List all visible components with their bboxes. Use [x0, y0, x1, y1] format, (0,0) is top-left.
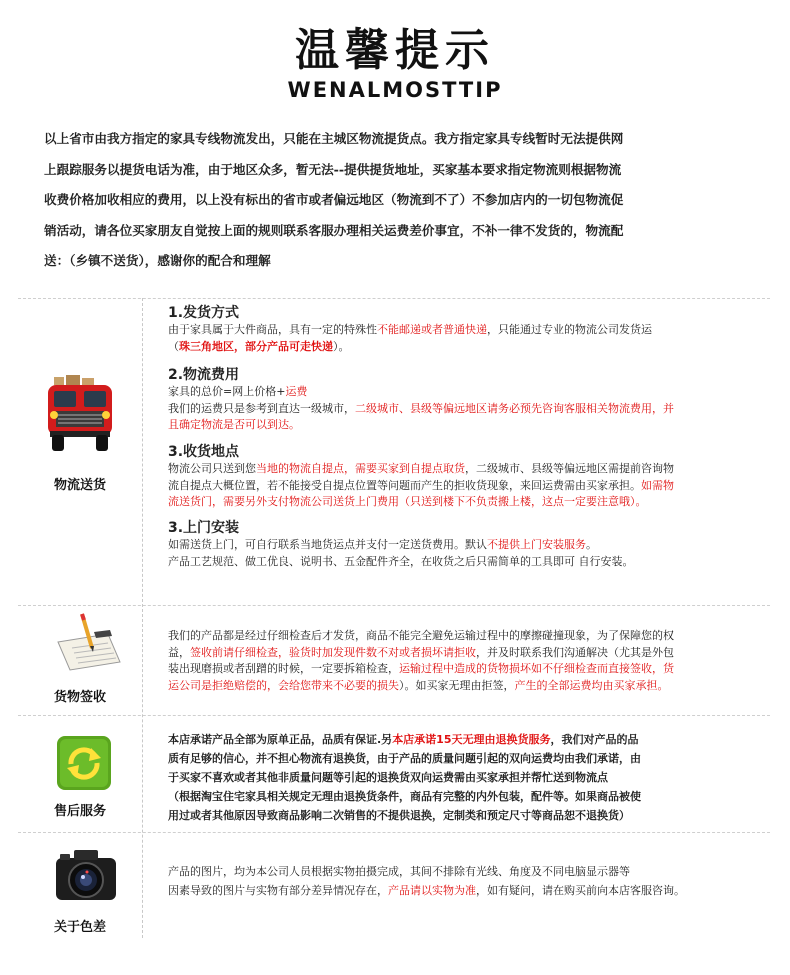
aftersales-line: 用过或者其他原因导致商品影响二次销售的不提供退换，定制类和预定尺寸等商品恕不退换货） [168, 809, 630, 822]
color-text-block [168, 862, 758, 900]
intro-line: 送：（乡镇不送货），感谢你的配合和理解 [44, 253, 271, 268]
shipping-method-line: 由于家具属于大件商品，具有一定的特殊性不能邮递或者普通快递，只能通过专业的物流公司发货运 [168, 323, 652, 336]
section-divider [18, 298, 770, 299]
pickup-location-line: 流自提点大概位置，若不能接受自提点位置等问题而产生的拒收货现象，来回运费需由买家承担。如需物 [168, 478, 674, 492]
intro-line: 收费价格加收相应的费用，以上没有标出的省市或者偏远地区（物流到不了）不参加店内的一切包物流促 [44, 192, 624, 207]
aftersales-line: （根据淘宝住宅家具相关规定无理由退换货条件，商品有完整的内外包装，配件等。如果商品被使 [168, 790, 641, 803]
section-divider [18, 832, 770, 833]
aftersales-line: 质有足够的信心，并不担心物流有退换货，由于产品的质量问题引起的双向运费均由我们承诺，由 [168, 752, 641, 765]
refresh-arrows-icon [57, 736, 111, 790]
camera-icon [54, 846, 118, 904]
signing-text-block [168, 628, 758, 694]
page-subtitle: WENALMOSTTIP [287, 78, 503, 102]
section-divider [18, 715, 770, 716]
section-label-aftersales: 售后服务 [53, 804, 106, 819]
shipping-method-block [168, 302, 758, 355]
shipping-fee-line: 且确定物流是否可以到达。 [168, 418, 300, 431]
shipping-fee-title: 2.物流费用 [168, 367, 240, 383]
signing-line: 装出现磨损或者刮蹭的时候，一定要拆箱检查，运输过程中造成的货物损坏如不仔细检查而直接签收，货 [168, 662, 674, 675]
color-line: 产品的图片，均为本公司人员根据实物拍摄完成，其间不排除有光线、角度及不同电脑显示器等 [168, 865, 630, 878]
shipping-fee-line: 家具的总价=网上价格+运费 [168, 385, 308, 398]
pickup-location-block [168, 441, 758, 511]
installation-line: 产品工艺规范、做工优良、说明书、五金配件齐全，在收货之后只需简单的工具即可 自行安装。 [168, 554, 634, 568]
color-line: 因素导致的图片与实物有部分差异情况存在，产品请以实物为准，如有疑问，请在购买前向本店客服咨询。 [168, 884, 685, 897]
pickup-location-line: 物流公司只送到您当地的物流自提点，需要买家到自提点取货，二级城市、县级等偏远地区需提前咨询物 [168, 462, 674, 475]
installation-title: 3.上门安装 [168, 520, 240, 536]
intro-line: 上跟踪服务以提货电话为准，由于地区众多，暂无法--提供提货地址，买家基本要求指定物流则根据物流 [44, 161, 622, 177]
shipping-fee-block [168, 364, 758, 434]
shipping-method-title: 1.发货方式 [168, 305, 240, 321]
section-label-color: 关于色差 [53, 920, 106, 935]
shipping-method-line: （珠三角地区，部分产品可走快递）。 [168, 339, 350, 353]
pickup-location-line: 流送货门，需要另外支付物流公司送货上门费用（只送到楼下不负责搬上楼，这点一定要注意哦）。 [168, 495, 647, 508]
delivery-truck-icon [40, 375, 120, 455]
signing-line: 益，签收前请仔细检查，验货时加发现件数不对或者损坏请拒收，并及时联系我们沟通解决（尤其是外包 [168, 645, 674, 659]
signing-line: 运公司是拒绝赔偿的，会给您带来不必要的损失）。如买家无理由拒签，产生的全部运费均由买家承担。 [168, 678, 669, 692]
page-title: 温馨提示 [295, 25, 495, 76]
section-divider [18, 605, 770, 606]
intro-line: 销活动，请各位买家朋友自觉按上面的规则联系客服办理相关运费差价事宜，不补一律不发货的，物流配 [44, 222, 624, 238]
intro-paragraph [44, 124, 744, 277]
column-divider [142, 298, 143, 938]
section-label-signing: 货物签收 [53, 690, 106, 705]
shipping-fee-line: 我们的运费只是参考到直达一级城市，二级城市、县级等偏远地区请务必预先咨询客服相关物流费用，并 [168, 401, 674, 415]
intro-line: 以上省市由我方指定的家具专线物流发出，只能在主城区物流提货点。我方指定家具专线暂时无法提供网 [44, 131, 624, 146]
aftersales-line: 本店承诺产品全部为原单正品，品质有保证.另本店承诺15天无理由退换货服务，我们对产品的品 [168, 733, 639, 746]
installation-block [168, 517, 758, 570]
signing-line: 我们的产品都是经过仔细检查后才发货，商品不能完全避免运输过程中的摩擦碰撞现象，为了保障您的权 [168, 629, 674, 642]
section-label-shipping: 物流送货 [53, 478, 106, 493]
aftersales-line: 于买家不喜欢或者其他非质量问题等引起的退换货双向运费需由买家承担并帮忙送到物流点 [168, 771, 608, 784]
clipboard-pen-icon [48, 612, 126, 674]
pickup-location-title: 3.收货地点 [168, 444, 240, 460]
aftersales-text-block [168, 730, 758, 825]
installation-line: 如需送货上门，可自行联系当地货运点并支付一定送货费用。默认不提供上门安装服务。 [168, 538, 597, 551]
